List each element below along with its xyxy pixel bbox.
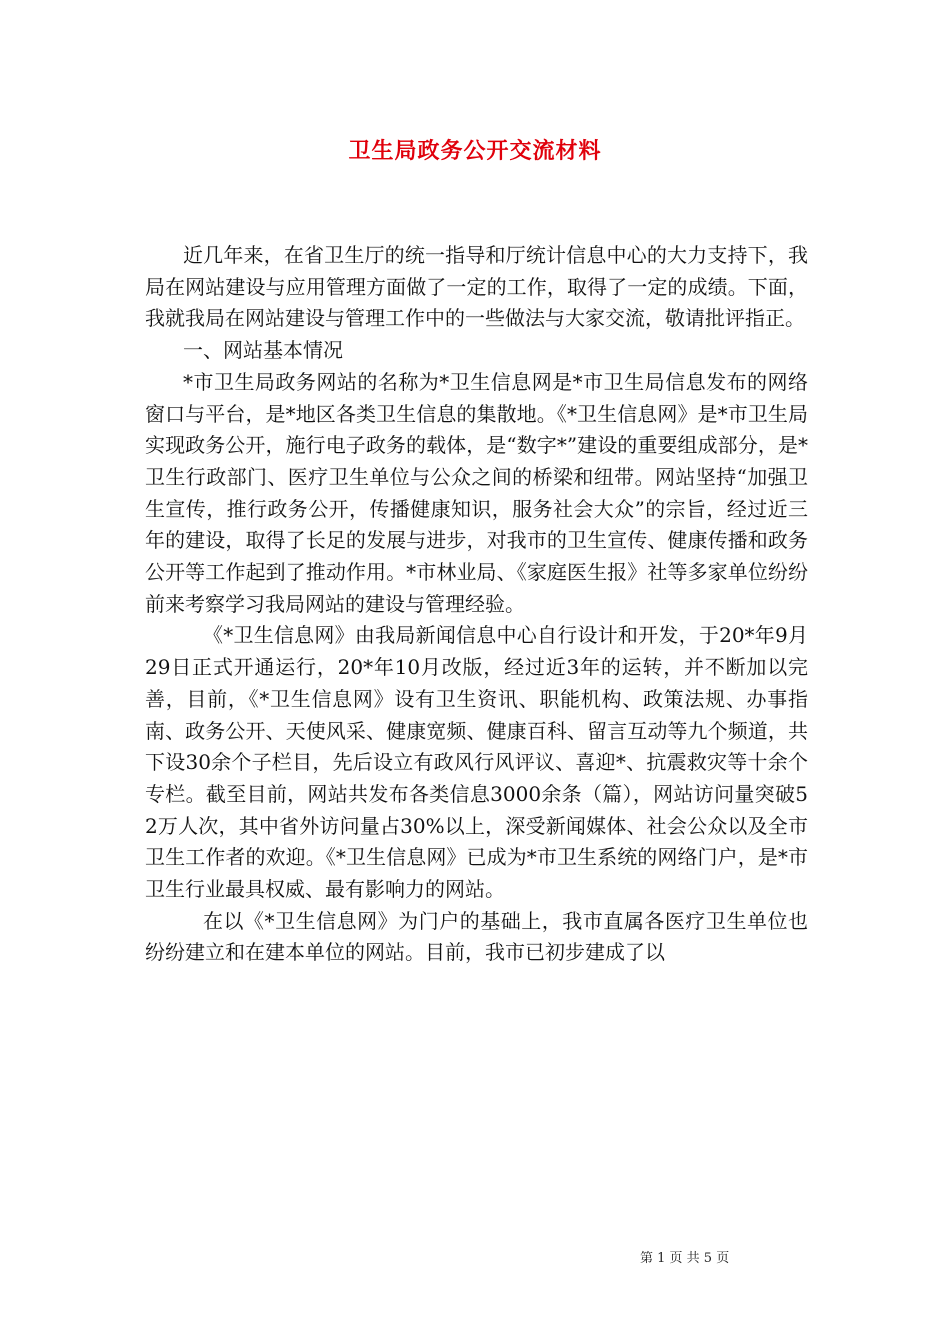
intro-paragraph: 近几年来，在省卫生厅的统一指导和厅统计信息中心的大力支持下，我局在网站建设与应用管理方面做了一定的工作，取得了一定的成绩。下面，我就我局在网站建设与管理工作中的一些做法与大家交流，敬请批评指正。 [145, 243, 808, 331]
section-heading: 一、网站基本情况 [183, 338, 343, 363]
body-paragraph: 《*卫生信息网》由我局新闻信息中心自行设计和开发，于20*年9月29日正式开通运行，20*年10月改版，经过近3年的运转，并不断加以完善，目前，《*卫生信息网》设有卫生资讯、职能机构、政策法规、办事指南、政务公开、天使风采、健康宽频、健康百科、留言互动等九个频道，共下设30余个子栏目，先后设立有政风行风评议、喜迎*、抗震救灾等十余个专栏。截至目前，网站共发布各类信息3000余条（篇），网站访问量突破52万人次，其中省外访问量占30%以上，深受新闻媒体、社会公众以及全市卫生工作者的欢迎。《*卫生信息网》已成为*市卫生系统的网络门户，是*市卫生行业最具权威、最有影响力的网站。 [145, 623, 808, 902]
document-body [145, 240, 808, 969]
body-paragraph: *市卫生局政务网站的名称为*卫生信息网是*市卫生局信息发布的网络窗口与平台，是*地区各类卫生信息的集散地。《*卫生信息网》是*市卫生局实现政务公开，施行电子政务的载体，是“数字*”建设的重要组成部分，是*卫生行政部门、医疗卫生单位与公众之间的桥梁和纽带。网站坚持“加强卫生宣传，推行政务公开，传播健康知识，服务社会大众”的宗旨，经过近三年的建设，取得了长足的发展与进步，对我市的卫生宣传、健康传播和政务公开等工作起到了推动作用。*市林业局、《家庭医生报》社等多家单位纷纷前来考察学习我局网站的建设与管理经验。 [145, 369, 808, 616]
body-paragraph: 在以《*卫生信息网》为门户的基础上，我市直属各医疗卫生单位也纷纷建立和在建本单位的网站。目前，我市已初步建成了以 [145, 908, 808, 965]
page-number: 第 1 页 共 5 页 [640, 1251, 730, 1266]
document-title: 卫生局政务公开交流材料 [348, 138, 602, 164]
